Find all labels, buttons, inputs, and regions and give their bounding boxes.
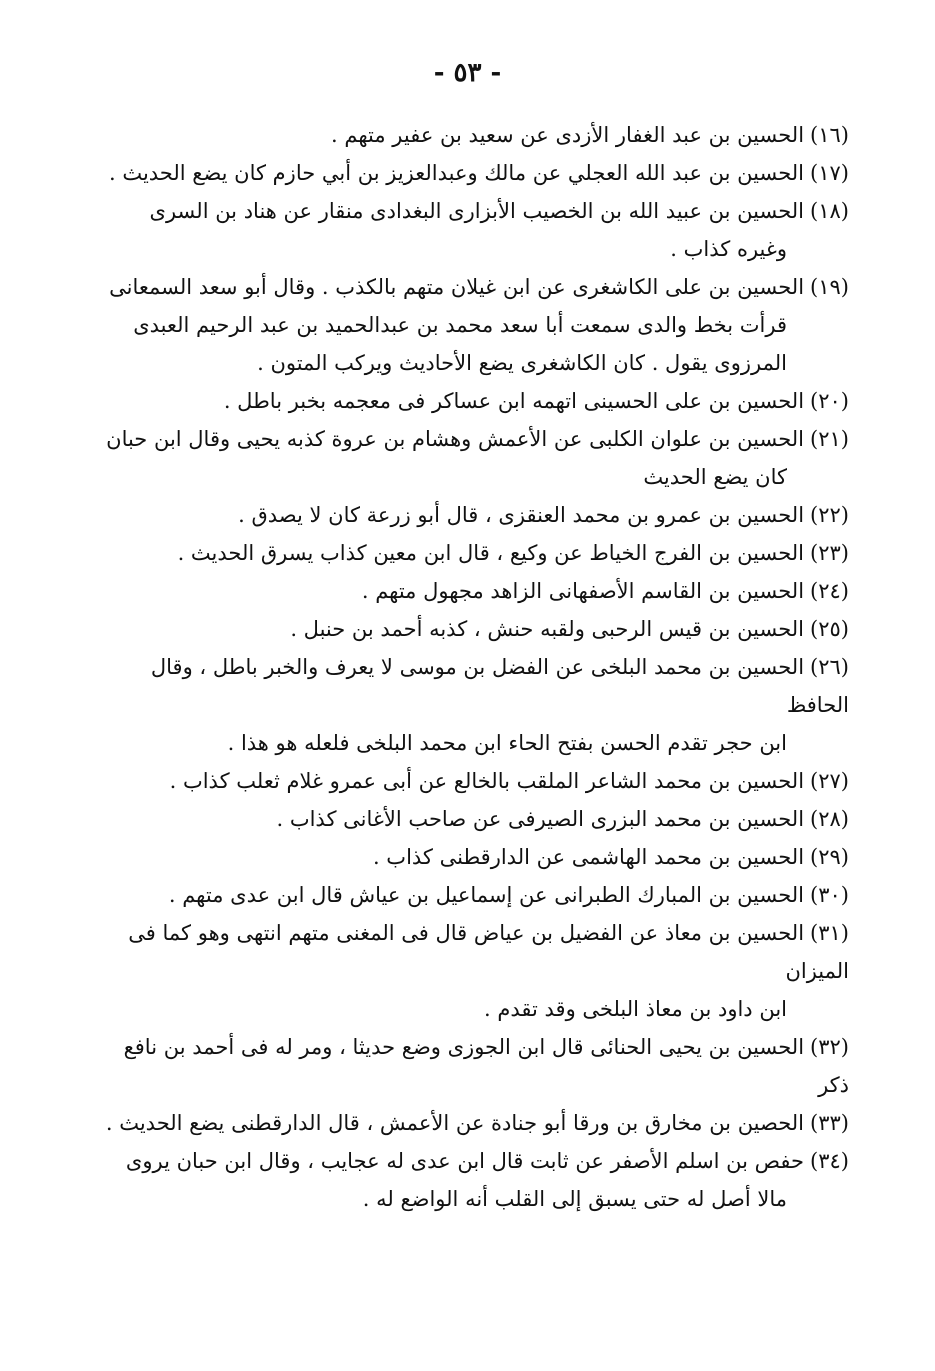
entry-continuation: كان يضع الحديث: [643, 465, 787, 489]
entry-text: الحسين بن علوان الكلبى عن الأعمش وهشام بن عروة كذبه يحيى وقال ابن حبان: [106, 427, 805, 451]
entry: [89, 382, 849, 420]
entry-text: الحسين بن عبيد الله بن الخصيب الأبزارى البغدادى منقار عن هناد بن السرى: [149, 199, 805, 223]
entry-number: (٢٧): [810, 769, 849, 793]
entry-text: الحسين بن المبارك الطبرانى عن إسماعيل بن عياش قال ابن عدى متهم .: [168, 883, 805, 907]
entry-text: الحسين بن على الكاشغرى عن ابن غيلان متهم بالكذب . وقال أبو سعد السمعانى: [109, 275, 805, 299]
entry: [89, 648, 849, 762]
entry-continuation: ابن داود بن معاذ البلخى وقد تقدم .: [484, 997, 787, 1021]
entry-number: (٢٦): [810, 655, 849, 679]
entry-continuation: مالا أصل له حتى يسبق إلى القلب أنه الواضع له .: [362, 1187, 787, 1211]
entry-number: (٢٨): [810, 807, 849, 831]
entry-text: الحسين بن محمد الشاعر الملقب بالخالع عن أبى عمرو غلام ثعلب كذاب .: [169, 769, 805, 793]
entry-text: الحسين بن محمد البلخى عن الفضل بن موسى لا يعرف والخبر باطل ، وقال الحافظ: [150, 655, 849, 717]
entry: [89, 268, 849, 382]
entry: [89, 1028, 849, 1104]
entry: [89, 572, 849, 610]
entry-number: (١٧): [810, 161, 849, 185]
entry-text: الحسين بن على الحسينى اتهمه ابن عساكر فى معجمه بخبر باطل .: [223, 389, 805, 413]
entry: [89, 1104, 849, 1142]
entry-continuation: وغيره كذاب .: [670, 237, 787, 261]
entry-number: (٣٣): [810, 1111, 849, 1135]
entry-number: (٢٣): [810, 541, 849, 565]
entry-text: الحصين بن مخارق بن ورقا أبو جنادة عن الأعمش ، قال الدارقطنى يضع الحديث .: [105, 1111, 805, 1135]
entry-text: الحسين بن يحيى الحنائى قال ابن الجوزى وضع حديثا ، ومر له فى أحمد بن نافع ذكر: [123, 1035, 849, 1097]
entry: [89, 496, 849, 534]
entry-text: الحسين بن محمد البزرى الصيرفى عن صاحب الأغانى كذاب .: [276, 807, 805, 831]
entry: [89, 192, 849, 268]
entry-continuation: ابن حجر تقدم الحسن بفتح الحاء ابن محمد البلخى فلعله هو هذا .: [227, 731, 787, 755]
entry-continuation: قرأت بخط والدى سمعت أبا سعد محمد بن عبدالحميد بن عبد الرحيم العبدى المرزوى يقول . كان الكاشغرى يضع الأحاديث ويركب المتون .: [133, 313, 787, 375]
entry-number: (٢١): [810, 427, 849, 451]
entry: [89, 420, 849, 496]
entry: [89, 534, 849, 572]
entry-number: (٢٩): [810, 845, 849, 869]
entry: [89, 800, 849, 838]
entry-text: الحسين بن الفرج الخياط عن وكيع ، قال ابن معين كذاب يسرق الحديث .: [177, 541, 805, 565]
entry: [89, 838, 849, 876]
entry-number: (٢٤): [810, 579, 849, 603]
entry-number: (١٨): [810, 199, 849, 223]
entry-text: الحسين بن عمرو بن محمد العنقزى ، قال أبو زرعة كان لا يصدق .: [238, 503, 805, 527]
entry-number: (١٩): [810, 275, 849, 299]
entry-text: الحسين بن معاذ عن الفضيل بن عياض قال فى المغنى متهم انتهى وهو كما فى الميزان: [128, 921, 849, 983]
entry-number: (٢٥): [810, 617, 849, 641]
entry: [89, 154, 849, 192]
entry-list: [89, 116, 849, 1218]
page-number: - ٥٣ -: [433, 58, 502, 88]
entry-number: (٢٢): [810, 503, 849, 527]
entry: [89, 1142, 849, 1218]
entry: [89, 876, 849, 914]
entry-number: (١٦): [810, 123, 849, 147]
entry-text: الحسين بن عبد الله العجلي عن مالك وعبدالعزيز بن أبي حازم كان يضع الحديث .: [108, 161, 805, 185]
entry-text: الحسين بن القاسم الأصفهانى الزاهد مجهول متهم .: [361, 579, 805, 603]
entry-text: حفص بن اسلم الأصفر عن ثابت قال ابن عدى له عجايب ، وقال ابن حبان يروى: [125, 1149, 805, 1173]
entry: [89, 762, 849, 800]
entry-number: (٣٤): [810, 1149, 849, 1173]
entry-number: (٣٢): [810, 1035, 849, 1059]
entry: [89, 610, 849, 648]
entry: [89, 116, 849, 154]
entry-number: (٢٠): [810, 389, 849, 413]
entry-number: (٣١): [810, 921, 849, 945]
entry-number: (٣٠): [810, 883, 849, 907]
entry-text: الحسين بن قيس الرحبى ولقبه حنش ، كذبه أحمد بن حنبل .: [290, 617, 805, 641]
entry: [89, 914, 849, 1028]
entry-text: الحسين بن محمد الهاشمى عن الدارقطنى كذاب .: [372, 845, 805, 869]
entry-text: الحسين بن عبد الغفار الأزدى عن سعيد بن عفير متهم .: [331, 123, 805, 147]
